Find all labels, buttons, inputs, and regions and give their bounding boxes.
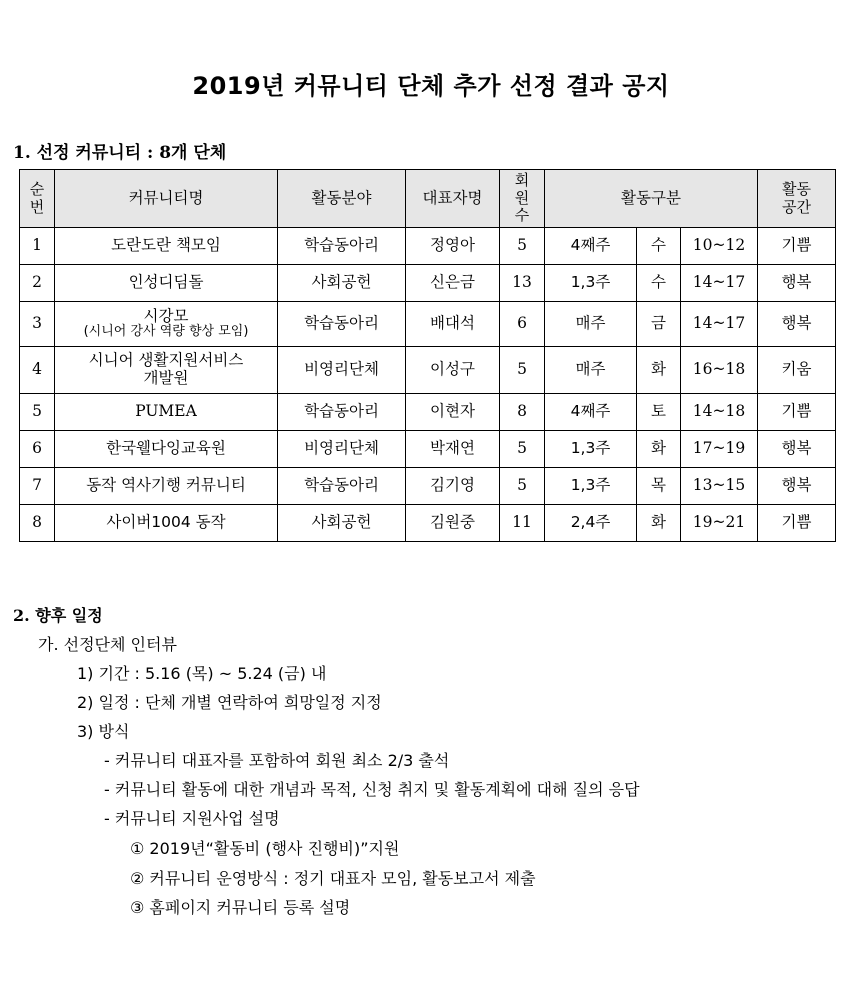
method-bullet-2: - 커뮤니티 활동에 대한 개념과 목적, 신청 취지 및 활동계획에 대해 질의 응답 [104,780,640,799]
row-field: 학습동아리 [278,302,406,347]
row-space: 기쁨 [758,228,836,265]
row-no: 6 [20,431,55,468]
row-name-main: 한국웰다잉교육원 [106,439,226,458]
table-row [20,468,836,505]
table-row [20,431,836,468]
table-row [20,228,836,265]
row-frequency: 1,3주 [545,431,637,468]
row-rep: 이현자 [406,394,500,431]
row-time: 14~18 [681,394,758,431]
row-frequency: 4째주 [545,394,637,431]
row-space: 기쁨 [758,505,836,542]
row-space: 행복 [758,265,836,302]
row-name [55,505,278,542]
header-name: 커뮤니티명 [55,170,278,228]
row-name-main: 사이버1004 동작 [106,513,226,532]
row-name [55,302,278,347]
row-frequency: 1,3주 [545,468,637,505]
row-space: 키움 [758,347,836,394]
row-members: 5 [500,347,545,394]
row-members: 6 [500,302,545,347]
row-time: 14~17 [681,265,758,302]
row-time: 16~18 [681,347,758,394]
row-day: 금 [637,302,681,347]
row-name [55,265,278,302]
row-day: 수 [637,228,681,265]
row-name-main: 동작 역사기행 커뮤니티 [86,476,246,495]
method-bullet-1: - 커뮤니티 대표자를 포함하여 회원 최소 2/3 출석 [104,751,450,770]
row-name [55,394,278,431]
row-no: 2 [20,265,55,302]
row-rep: 김기영 [406,468,500,505]
header-field: 활동분야 [278,170,406,228]
row-rep: 배대석 [406,302,500,347]
schedule-item-a: 가. 선정단체 인터뷰 [38,635,177,654]
row-space: 행복 [758,431,836,468]
row-members: 5 [500,431,545,468]
row-day: 목 [637,468,681,505]
table-header-row [20,170,836,228]
row-space: 행복 [758,302,836,347]
row-rep: 정영아 [406,228,500,265]
header-rep: 대표자명 [406,170,500,228]
row-rep: 김원중 [406,505,500,542]
row-name [55,431,278,468]
row-frequency: 매주 [545,302,637,347]
row-members: 13 [500,265,545,302]
row-name-sub: 개발원 [143,369,189,387]
row-frequency: 1,3주 [545,265,637,302]
schedule-date: 2) 일정 : 단체 개별 연락하여 희망일정 지정 [77,693,382,712]
row-field: 사회공헌 [278,505,406,542]
row-no: 4 [20,347,55,394]
section-2-heading: 2. 향후 일정 [13,606,103,625]
row-time: 19~21 [681,505,758,542]
row-day: 화 [637,347,681,394]
row-day: 화 [637,505,681,542]
row-no: 5 [20,394,55,431]
method-bullet-3: - 커뮤니티 지원사업 설명 [104,809,280,828]
row-field: 학습동아리 [278,228,406,265]
row-no: 7 [20,468,55,505]
row-name-main: 시강모 [143,306,189,325]
row-members: 5 [500,228,545,265]
row-field: 비영리단체 [278,431,406,468]
row-day: 토 [637,394,681,431]
row-space: 행복 [758,468,836,505]
row-members: 11 [500,505,545,542]
schedule-method: 3) 방식 [77,722,130,741]
support-item-3: ③ 홈페이지 커뮤니티 등록 설명 [130,898,351,917]
row-members: 5 [500,468,545,505]
row-rep: 이성구 [406,347,500,394]
table-row [20,347,836,394]
page-title: 2019년 커뮤니티 단체 추가 선정 결과 공지 [192,72,670,100]
row-no: 1 [20,228,55,265]
row-field: 학습동아리 [278,394,406,431]
row-time: 13~15 [681,468,758,505]
row-time: 14~17 [681,302,758,347]
row-name-main: 시니어 생활지원서비스 [88,351,244,370]
row-frequency: 4째주 [545,228,637,265]
row-frequency: 2,4주 [545,505,637,542]
row-name-main: 도란도란 책모임 [111,236,221,255]
row-field: 학습동아리 [278,468,406,505]
table-row [20,302,836,347]
row-name-main: PUMEA [135,402,197,421]
row-name [55,228,278,265]
header-space: 활동 공간 [758,170,836,228]
row-name [55,347,278,394]
row-day: 화 [637,431,681,468]
row-no: 8 [20,505,55,542]
row-time: 10~12 [681,228,758,265]
row-name-main: 인성디딤돌 [128,273,204,292]
support-item-1: ① 2019년“활동비 (행사 진행비)”지원 [130,839,400,858]
row-no: 3 [20,302,55,347]
header-activity: 활동구분 [545,170,758,228]
row-name-sub: (시니어 강사 역량 향상 모임) [83,324,249,340]
section-1-heading: 1. 선정 커뮤니티 : 8개 단체 [13,143,227,163]
row-time: 17~19 [681,431,758,468]
table-row [20,505,836,542]
header-no: 순 번 [20,170,55,228]
row-field: 비영리단체 [278,347,406,394]
row-space: 기쁨 [758,394,836,431]
row-field: 사회공헌 [278,265,406,302]
row-frequency: 매주 [545,347,637,394]
schedule-period: 1) 기간 : 5.16 (목) ~ 5.24 (금) 내 [77,664,327,683]
row-members: 8 [500,394,545,431]
community-table [19,169,836,542]
row-rep: 박재연 [406,431,500,468]
row-rep: 신은금 [406,265,500,302]
table-row [20,265,836,302]
row-name [55,468,278,505]
header-members: 회 원 수 [500,170,545,228]
support-item-2: ② 커뮤니티 운영방식 : 정기 대표자 모임, 활동보고서 제출 [130,869,536,888]
table-row [20,394,836,431]
row-day: 수 [637,265,681,302]
